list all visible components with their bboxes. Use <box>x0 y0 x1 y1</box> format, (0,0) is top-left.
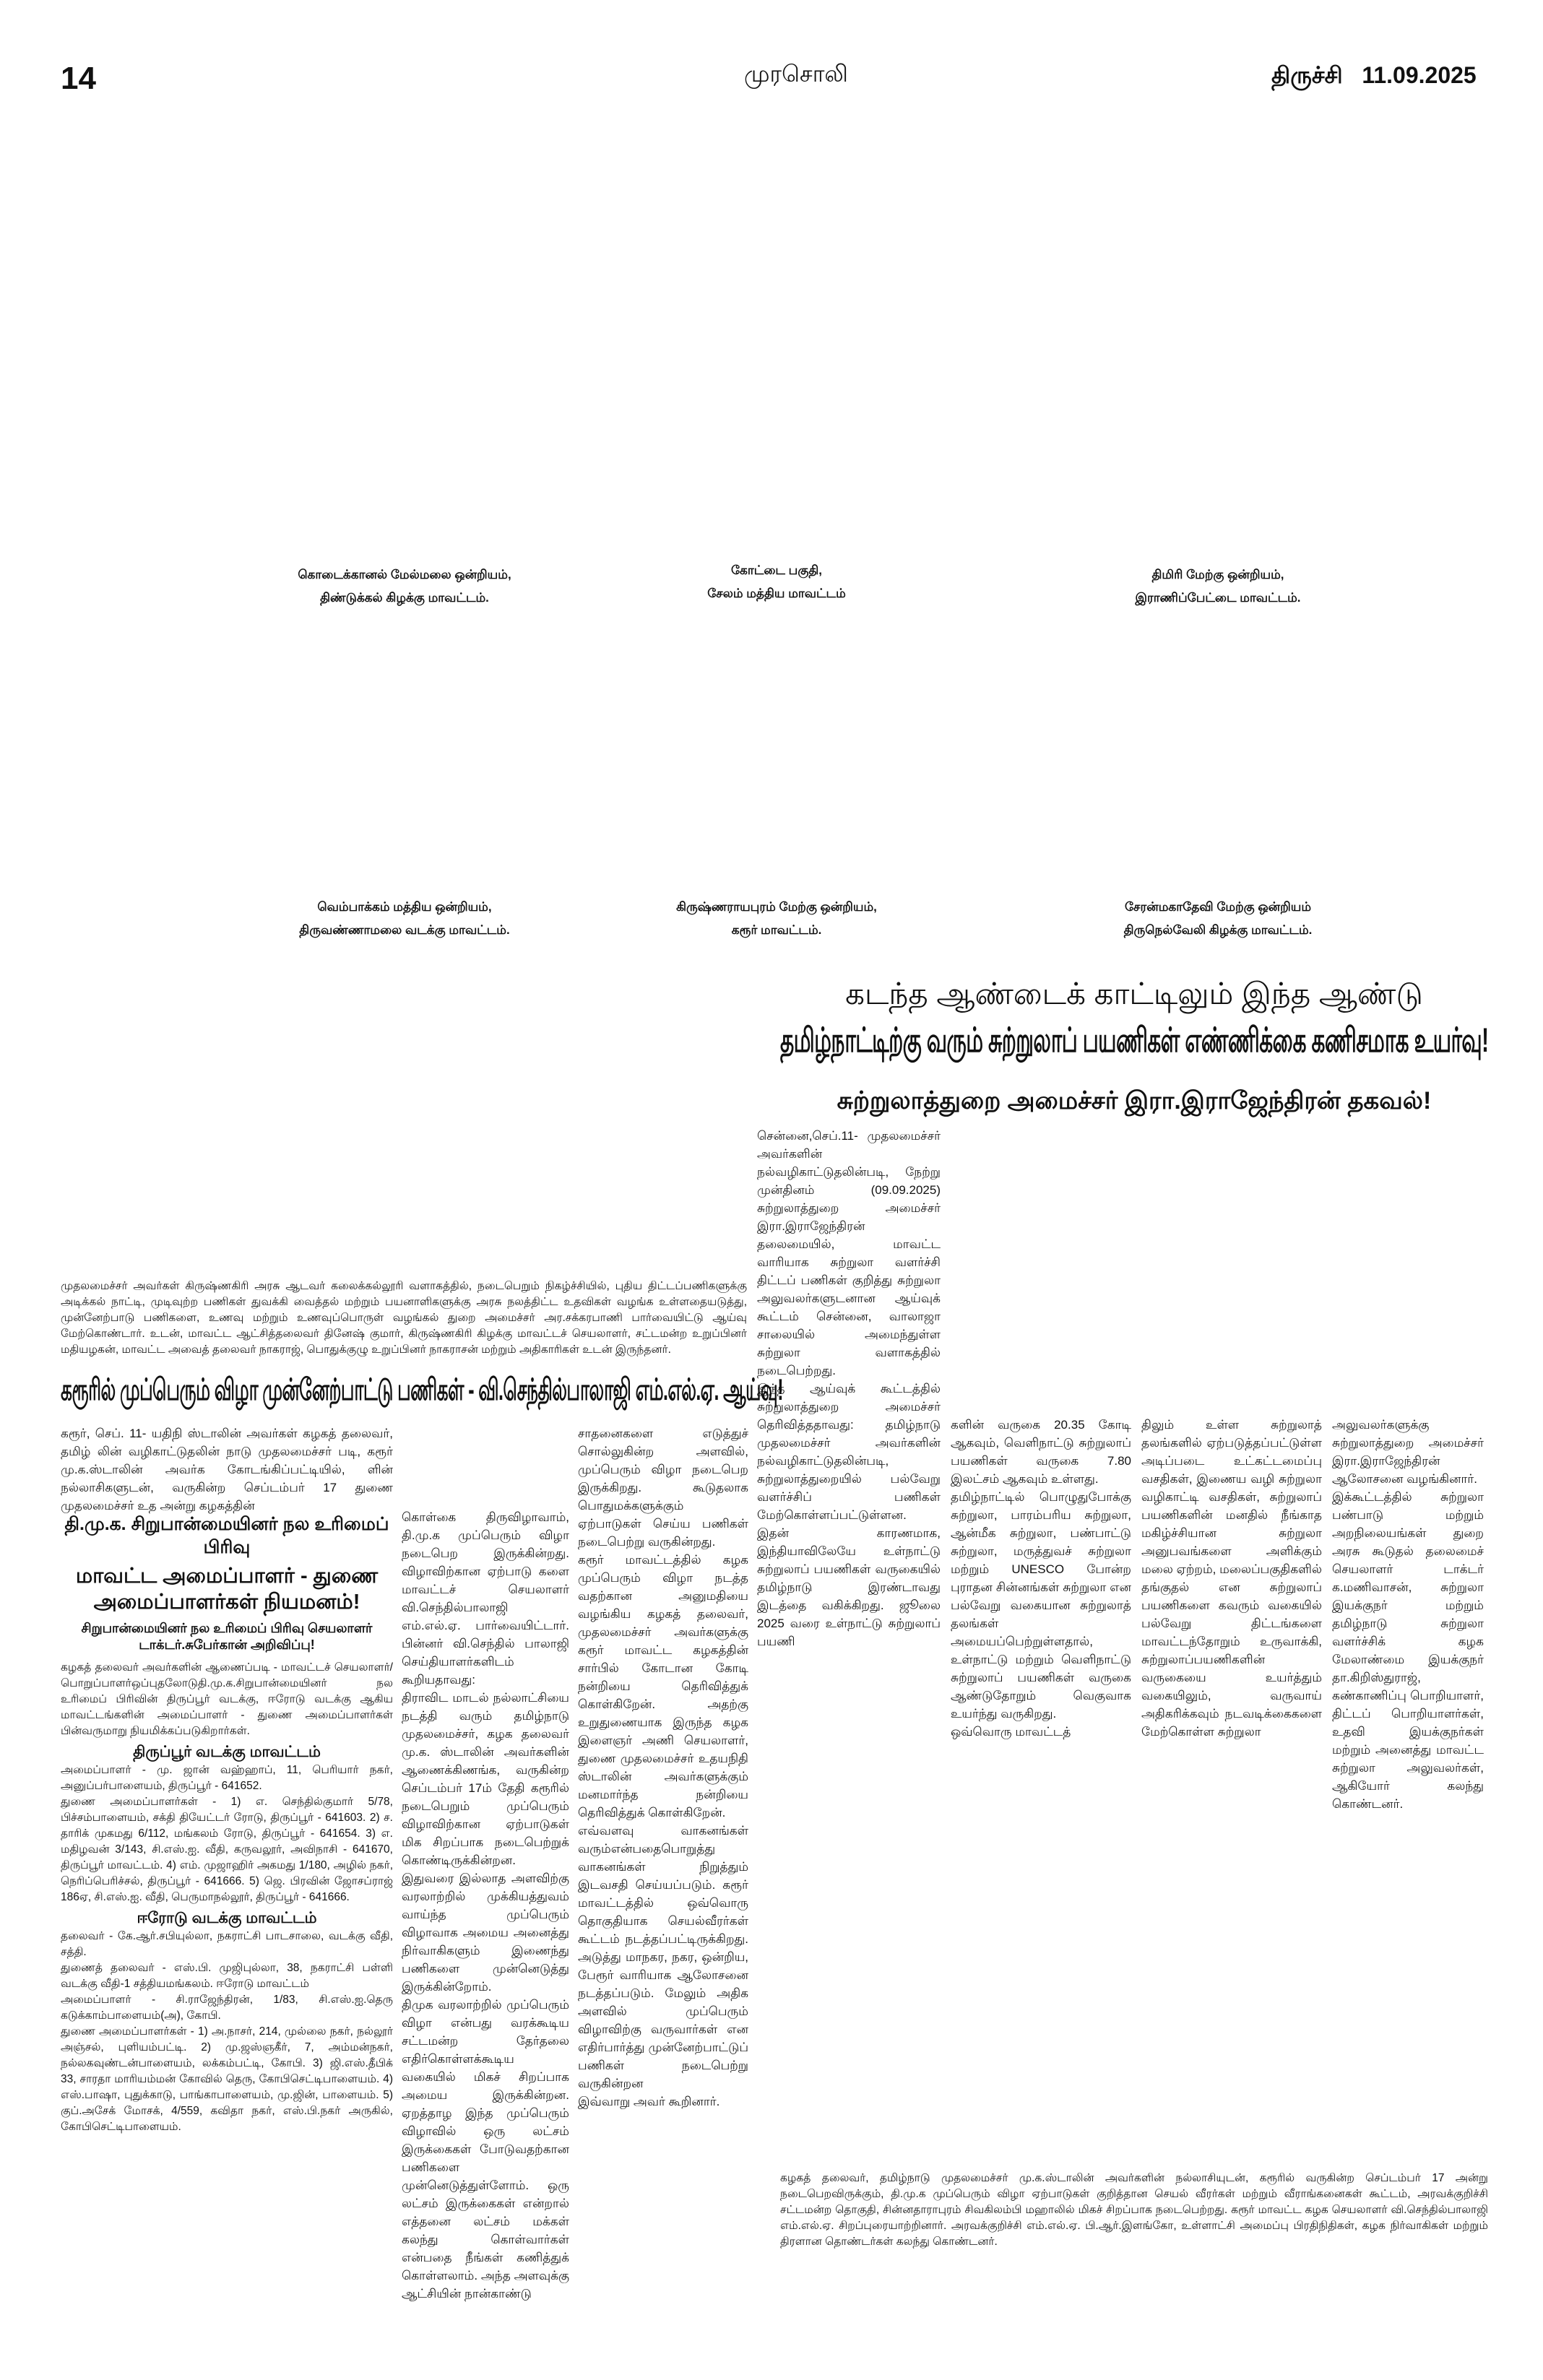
tourism-subhead: சுற்றுலாத்துறை அமைச்சர் இரா.இராஜேந்திரன் தகவல்! <box>837 1087 1432 1115</box>
minority-announcement <box>61 1514 393 2262</box>
photo-caption-1 <box>217 563 592 610</box>
section-text-tiruppur: அமைப்பாளர் - மு. ஜான் வஹ்ஹாப், 11, பெரியார் நகர், அனுப்பர்பாளையம், திருப்பூர் - 641652. துணை அமைப்பாளர்கள் - 1) எ. செந்தில்குமார் 5/78, பிச்சம்பாளையம், சக்தி தியேட்டர் ரோடு, திருப்பூர் - 641603. 2) ச. தாரிக் முகமது 6/112, மங்கலம் ரோடு, திருப்பூர் - 641654. 3) எ. மதிழவன் 3/143, சி.எஸ்.ஐ. வீதி, கருவலூர், அவிநாசி - 641670, திருப்பூர் மாவட்டம். 4) எம். முஜாஹிர் அகமது 1/180, அழில் நகர், நெரிப்பெரிச்சல், திருப்பூர் - 641666. 5) ஜெ. பிரவின் ஜோசப்ராஜ் 186ஏ, சி.எஸ்.ஐ. வீதி, பெருமாநல்லூர், திருப்பூர் - 641666. <box>61 1764 393 1903</box>
tourism-kicker: கடந்த ஆண்டைக் காட்டிலும் இந்த ஆண்டு <box>845 977 1423 1011</box>
photo-caption-2 <box>589 559 964 605</box>
caption-line: திண்டுக்கல் கிழக்கு மாவட்டம். <box>320 591 489 605</box>
section-heading-tiruppur: திருப்பூர் வடக்கு மாவட்டம் <box>133 1744 321 1760</box>
photo-caption-6 <box>1030 896 1406 942</box>
newspaper-name: முரசொலி <box>744 61 848 87</box>
tourism-headline: தமிழ்நாட்டிற்கு வரும் சுற்றுலாப் பயணிகள் எண்ணிக்கை கணிசமாக உயர்வு! <box>780 1021 1489 1059</box>
tourism-column-3: திலும் உள்ள சுற்றுலாத் தலங்களில் ஏற்படுத்தப்பட்டுள்ள அடிப்படை உட்கட்டமைப்பு வசதிகள், இணைய வழி சுற்றுலா வழிகாட்டி வசதிகள், சுற்றுலாப் பயணிகளின் மனதில் நீங்காத மகிழ்ச்சியான சுற்றுலா அனுபவங்களை அளிக்கும் மலை ஏற்றம், மலைப்பகுதிகளில் தங்குதல் என சுற்றுலாப் பயணிகளை கவரும் வகையில் பல்வேறு திட்டங்களை மாவட்டந்தோறும் உருவாக்கி, சுற்றுலாப்பயணிகளின் வருகையை உயர்த்தும் வகையிலும், வருவாய் அதிகரிக்கவும் நடவடிக்கைகளை மேற்கொள்ள சுற்றுலா <box>1141 1418 1322 1739</box>
krishnagiri-photo-caption: முதலமைச்சர் அவர்கள் கிருஷ்ணகிரி அரசு ஆடவர் கலைக்கல்லூரி வளாகத்தில், நடைபெறும் நிகழ்ச்சியில், புதிய திட்டப்பணிகளுக்கு அடிக்கல் நாட்டி, முடிவுற்ற பணிகள் துவக்கி வைத்தல் மற்றும் பயனாளிகளுக்கு அரசு நலத்திட்ட உதவிகள் வழங்க உள்ளதையடுத்து, முன்னேற்பாடு பணிகளை, உணவு மற்றும் உணவுப்பொருள் வழங்கல் துறை அமைச்சர் அர.சக்கரபாணி பார்வையிட்டு ஆய்வு மேற்கொண்டார். உடன், மாவட்ட ஆட்சித்தலைவர் தினேஷ் குமார், கிருஷ்ணகிரி கிழக்கு மாவட்டச் செயலாளர், சட்டமன்ற உறுப்பினர் மதியழகன், மாவட்ட அவைத் தலைவர் நாகராஜ், பொதுக்குழு உறுப்பினர் நாகராசன் மற்றும் அதிகாரிகள் உடன் இருந்தனர். <box>61 1280 747 1356</box>
caption-line: கிருஷ்ணராயபுரம் மேற்கு ஒன்றியம், <box>676 900 877 914</box>
dateline <box>1271 62 1477 92</box>
caption-line: திருநெல்வேலி கிழக்கு மாவட்டம். <box>1123 923 1313 937</box>
tourism-column-4: அலுவலர்களுக்கு சுற்றுலாத்துறை அமைச்சர் இரா.இராஜேந்திரன் ஆலோசனை வழங்கினார். இக்கூட்டத்தில் சுற்றுலா பண்பாடு மற்றும் அறநிலையங்கள் துறை அரசு கூடுதல் தலைமைச் செயலாளர் டாக்டர் க.மணிவாசன், சுற்றுலா இயக்குநர் மற்றும் தமிழ்நாடு சுற்றுலா வளர்ச்சிக் கழக மேலாண்மை இயக்குநர் தா.கிறிஸ்துராஜ், கண்காணிப்பு பொறியாளர், திட்டப் பொறியாளர்கள், உதவி இயக்குநர்கள் மற்றும் அனைத்து மாவட்ட சுற்றுலா அலுவலர்கள், ஆகியோர் கலந்து கொண்டனர். <box>1332 1418 1484 1811</box>
tourism-column-1: சென்னை,செப்.11- முதலமைச்சர் அவர்களின் நல்வழிகாட்டுதலின்படி, நேற்று முன்தினம் (09.09.2025) சுற்றுலாத்துறை அமைச்சர் இரா.இராஜேந்திரன் தலைமையில், மாவட்ட வாரியாக சுற்றுலா வளர்ச்சி திட்டப் பணிகள் குறித்து சுற்றுலா அலுவலர்களுடனான ஆய்வுக் கூட்டம் சென்னை, வாலாஜா சாலையில் அமைந்துள்ள சுற்றுலா வளாகத்தில் நடைபெற்றது. இந்த ஆய்வுக் கூட்டத்தில் சுற்றுலாத்துறை அமைச்சர் தெரிவித்ததாவது: தமிழ்நாடு முதலமைச்சர் அவர்களின் நல்வழிகாட்டுதலின்படி, சுற்றுலாத்துறையில் பல்வேறு வளர்ச்சிப் பணிகள் மேற்கொள்ளப்பட்டுள்ளன. இதன் காரணமாக, இந்தியாவிலேயே உள்நாட்டு சுற்றுலாப் பயணிகள் வருகையில் தமிழ்நாடு இரண்டாவது இடத்தை வகிக்கிறது. ஜூலை 2025 வரை உள்நாட்டு சுற்றுலாப் பயணி <box>757 1129 941 1648</box>
caption-line: திருவண்ணாமலை வடக்கு மாவட்டம். <box>299 923 510 937</box>
minority-subhead: சிறுபான்மையினர் நல உரிமைப் பிரிவு செயலாளர் டாக்டர்.சுபேர்கான் அறிவிப்பு! <box>81 1621 373 1652</box>
edition: திருச்சி <box>1271 62 1343 88</box>
photo-caption-5 <box>589 896 964 942</box>
minority-headline: மாவட்ட அமைப்பாளர் - துணை அமைப்பாளர்கள் நியமனம்! <box>75 1565 379 1614</box>
caption-line: கோட்டை பகுதி, <box>730 563 822 577</box>
caption-line: இராணிப்பேட்டை மாவட்டம். <box>1135 591 1301 605</box>
caption-line: சேரன்மகாதேவி மேற்கு ஒன்றியம் <box>1124 900 1312 914</box>
date: 11.09.2025 <box>1362 62 1477 88</box>
karur-column-3: சாதனைகளை எடுத்துச் சொல்லுகின்ற அளவில், முப்பெரும் விழா நடைபெற இருக்கிறது. கூடுதலாக பொதுமக்களுக்கும் ஏற்பாடுகள் செய்ய பணிகள் நடைபெற்று வருகின்றது. கரூர் மாவட்டத்தில் கழக முப்பெரும் விழா நடத்த வதற்கான அனுமதியை வழங்கிய கழகத் தலைவர், முதலமைச்சர் அவர்களுக்கு கரூர் மாவட்ட கழகத்தின் சார்பில் கோடான கோடி நன்றியை தெரிவித்துக் கொள்கிறேன். அதற்கு உறுதுணையாக இருந்த கழக இளைஞர் அணி செயலாளர், துணை முதலமைச்சர் உதயநிதி ஸ்டாலின் அவர்களுக்கும் மனமார்ந்த நன்றியை தெரிவித்துக் கொள்கிறேன். எவ்வளவு வாகனங்கள் வரும்என்பதைபொறுத்து வாகனங்கள் நிறுத்தும் இடவசதி செய்யப்படும். கரூர் மாவட்டத்தில் ஒவ்வொரு தொகுதியாக செயல்வீரர்கள் கூட்டம் நடத்தப்பட்டிருக்கிறது. அடுத்து மாநகர, நகர, ஒன்றிய, பேரூர் வாரியாக ஆலோசனை நடத்தப்படும். மேலும் அதிக அளவில் முப்பெரும் விழாவிற்கு வருவார்கள் என எதிர்பார்த்து முன்னேற்பாட்டுப் பணிகள் நடைபெற்று வருகின்றன இவ்வாறு அவர் கூறினார். <box>578 1427 748 2108</box>
photo-caption-3 <box>1030 563 1406 610</box>
page-number: 14 <box>61 61 96 96</box>
karur-headline: கரூரில் முப்பெரும் விழா முன்னேற்பாட்டு பணிகள் - வி.செந்தில்பாலாஜி எம்.எல்.ஏ. ஆய்வு! <box>61 1372 783 1406</box>
karur-lead: கரூர், செப். 11- யதிநி ஸ்டாலின் அவர்கள் கழகத் தலைவர், தமிழ் லின் வழிகாட்டுதலின் நாடு முதலமைச்சர் படி, கரூர் மு.க.ஸ்டாலின் அவர்க கோடங்கிப்பட்டியில், ளின் நல்லாசிகளுடன், வருகின்ற செப்டம்பர் 17 துணை முதலமைச்சர் உத அன்று கழகத்தின் <box>61 1427 393 1513</box>
minority-intro: கழகத் தலைவர் அவர்களின் ஆணைப்படி - மாவட்டச் செயலாளர்/பொறுப்பாளர்ஒப்புதலோடுதி.மு.க.சிறுபான்மையினர் நல உரிமைப் பிரிவின் திருப்பூர் வடக்கு, ஈரோடு வடக்கு ஆகிய மாவட்டங்களின் அமைப்பாளர் - துணை அமைப்பாளர்கள் பின்வருமாறு நியமிக்கப்படுகிறார்கள். <box>61 1661 393 1737</box>
photo-caption-4 <box>217 896 592 942</box>
caption-line: திமிரி மேற்கு ஒன்றியம், <box>1151 568 1284 581</box>
caption-line: வெம்பாக்கம் மத்திய ஒன்றியம், <box>317 900 492 914</box>
tourism-column-2: களின் வருகை 20.35 கோடி ஆகவும், வெளிநாட்டு சுற்றுலாப் பயணிகள் வருகை 7.80 இலட்சம் ஆகவும் உள்ளது. தமிழ்நாட்டில் பொழுதுபோக்கு சுற்றுலா, பாரம்பரிய சுற்றுலா, ஆன்மீக சுற்றுலா, பண்பாட்டு சுற்றுலா, மருத்துவச் சுற்றுலா மற்றும் UNESCO போன்ற புராதன சின்னங்கள் சுற்றுலா என பல்வேறு வகையான சுற்றுலாத் தலங்கள் அமையப்பெற்றுள்ளதால், உள்நாட்டு மற்றும் வெளிநாட்டு சுற்றுலாப் பயணிகள் வருகை ஆண்டுதோறும் வெகுவாக உயர்ந்து வருகிறது. ஒவ்வொரு மாவட்டத் <box>951 1418 1131 1739</box>
karur-column-2: கொள்கை திருவிழாவாம், தி.மு.க முப்பெரும் விழா நடைபெற இருக்கின்றது. விழாவிற்கான ஏற்பாடு களை மாவட்டச் செயலாளர் வி.செந்தில்பாலாஜி எம்.எல்.ஏ. பார்வையிட்டார். பின்னர் வி.செந்தில் பாலாஜி செய்தியாளர்களிடம் கூறியதாவது: திராவிட மாடல் நல்லாட்சியை நடத்தி வரும் தமிழ்நாடு முதலமைச்சர், கழக தலைவர் மு.க. ஸ்டாலின் அவர்களின் ஆணைக்கிணங்க, வருகின்ற செப்டம்பர் 17ம் தேதி கரூரில் நடைபெறும் முப்பெரும் விழாவிற்கான ஏற்பாடுகள் மிக சிறப்பாக நடைபெற்றுக் கொண்டிருக்கின்றன. இதுவரை இல்லாத அளவிற்கு வரலாற்றில் முக்கியத்துவம் வாய்ந்த முப்பெரும் விழாவாக அமைய அனைத்து நிர்வாகிகளும் இணைந்து பணிகளை முன்னெடுத்து இருக்கின்றோம். திமுக வரலாற்றில் முப்பெரும் விழா என்பது வரக்கூடிய சட்டமன்ற தேர்தலை எதிர்கொள்ளக்கூடிய வகையில் மிகச் சிறப்பாக அமைய இருக்கின்றன. ஏறத்தாழ இந்த முப்பெரும் விழாவில் ஒரு லட்சம் இருக்கைகள் போடுவதற்கான பணிகளை முன்னெடுத்துள்ளோம். ஒரு லட்சம் இருக்கைகள் என்றால் எத்தனை லட்சம் மக்கள் கலந்து கொள்வார்கள் என்பதை நீங்கள் கணித்துக் கொள்ளலாம். அந்த அளவுக்கு ஆட்சியின் நான்காண்டு <box>402 1510 569 2301</box>
caption-line: கரூர் மாவட்டம். <box>731 923 822 937</box>
caption-line: சேலம் மத்திய மாவட்டம் <box>707 587 846 600</box>
karur-meeting-photo-caption: கழகத் தலைவர், தமிழ்நாடு முதலமைச்சர் மு.க.ஸ்டாலின் அவர்களின் நல்லாசியுடன், கரூரில் வருகின்ற செப்டம்பர் 17 அன்று நடைபெறவிருக்கும், தி.மு.க முப்பெரும் விழா ஏற்பாடுகள் குறித்தான செயல் வீரர்கள் மற்றும் வீராங்கனைகள் கூட்டம், அரவக்குறிச்சி சட்டமன்ற தொகுதி, சின்னதாராபுரம் சிவகிலம்பி மஹாலில் மிகச் சிறப்பாக நடைபெற்றது. கரூர் மாவட்ட கழக செயலாளர் வி.செந்தில்பாலாஜி எம்.எல்.ஏ. சிறப்புரையாற்றினார். அரவக்குறிச்சி எம்.எல்.ஏ. பி.ஆர்.இளங்கோ, உள்ளாட்சி அமைப்பு பிரதிநிதிகள், கழக நிர்வாகிகள் மற்றும் திரளான தொண்டர்கள் கலந்து கொண்டனர். <box>780 2172 1488 2248</box>
section-heading-erode: ஈரோடு வடக்கு மாவட்டம் <box>137 1910 317 1926</box>
section-text-erode: தலைவர் - கே.ஆர்.சபியுல்லா, நகராட்சி பாடசாலை, வடக்கு வீதி, சத்தி. துணைத் தலைவர் - எஸ்.பி. முஜிபுல்லா, 38, நகராட்சி பள்ளி வடக்கு வீதி-1 சத்தியமங்கலம். ஈரோடு மாவட்டம் அமைப்பாளர் - சி.ராஜேந்திரன், 1/83, சி.எஸ்.ஐ.தெரு கடுக்காம்பாளையம்(அ), கோபி. துணை அமைப்பாளர்கள் - 1) அ.நாசர், 214, முல்லை நகர், நல்லூர் அஞ்சல், புளியம்பட்டி. 2) மு.ஜஸ்ஞகீர், 7, அம்மன்நகர், நல்லகவுண்டன்பாளையம், லக்கம்பட்டி, கோபி. 3) ஜி.எஸ்.தீபிக் 33, சாரதா மாரியம்மன் கோவில் தெரு, கோபிசெட்டிபாளையம். 4) எஸ்.பாஷா, புதுக்காடு, பாங்காபாளையம், மு.ஜின், பாளையம். 5) குப்.அசேக் மோசக், 4/559, கவிதா நகர், எஸ்.பி.நகர் அருகில், கோபிசெட்டிபாளையம். <box>61 1930 393 2133</box>
caption-line: கொடைக்கானல் மேல்மலை ஒன்றியம், <box>298 568 511 581</box>
minority-title: தி.மு.க. சிறுபான்மையினர் நல உரிமைப் பிரிவு <box>64 1514 389 1557</box>
